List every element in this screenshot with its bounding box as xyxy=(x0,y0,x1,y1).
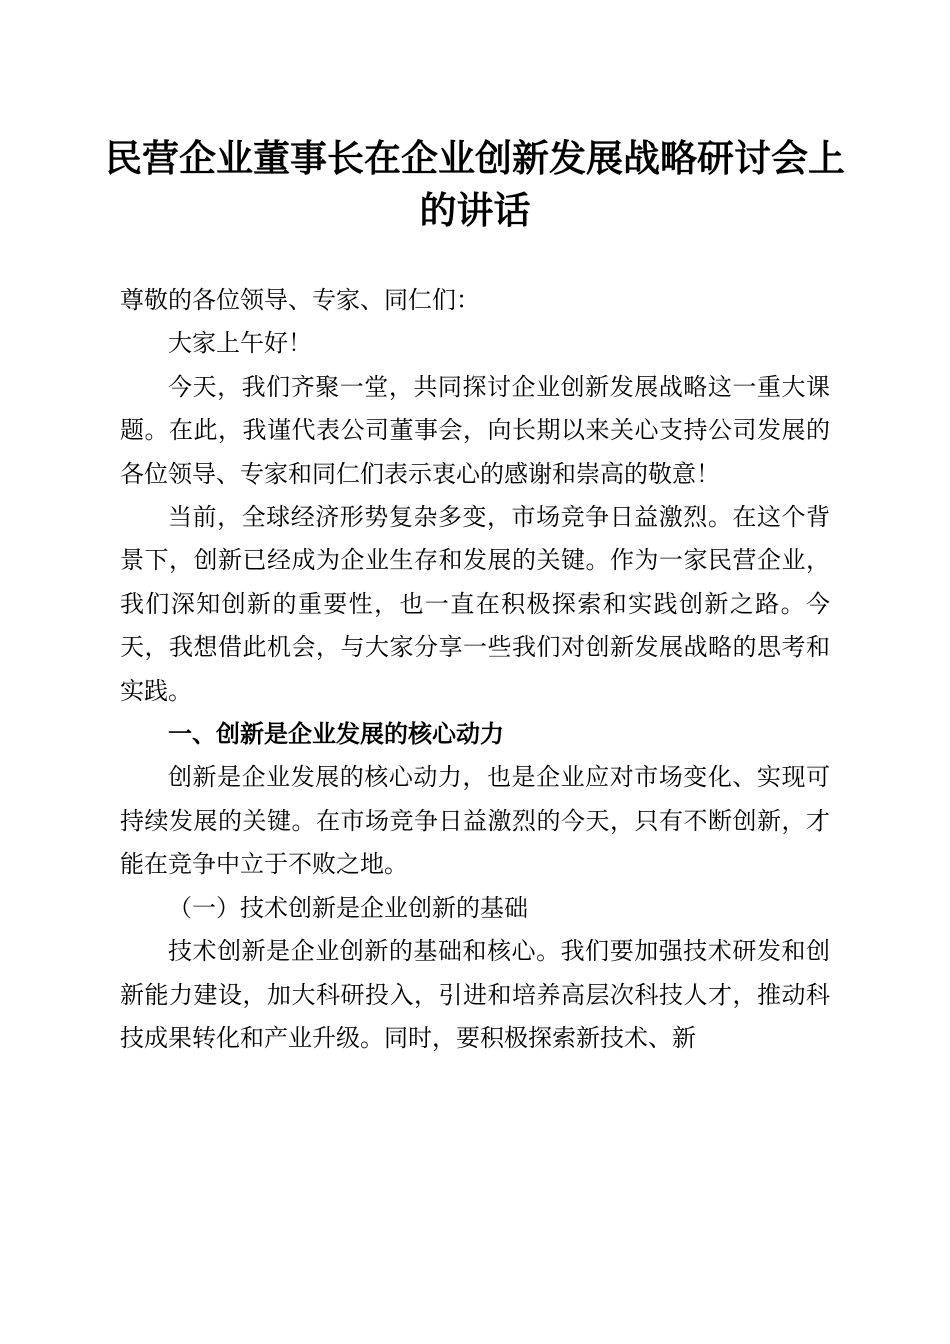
subsection-paragraph: 技术创新是企业创新的基础和核心。我们要加强技术研发和创新能力建设，加大科研投入，引进和培养高层次科技人才，推动科技成果转化和产业升级。同时，要积极探索新技术、新 xyxy=(120,937,830,1052)
title-line-2: 的讲话 xyxy=(419,188,531,232)
section-heading: 一、创新是企业发展的核心动力 xyxy=(168,720,504,749)
document-body xyxy=(120,279,830,1060)
salutation: 尊敬的各位领导、专家、同仁们： xyxy=(120,286,480,314)
paragraph-opening: 今天，我们齐聚一堂，共同探讨企业创新发展战略这一重大课题。在此，我谨代表公司董事会，向长期以来关心支持公司发展的各位领导、专家和同仁们表示衷心的感谢和崇高的敬意！ xyxy=(120,372,830,488)
paragraph-context: 当前，全球经济形势复杂多变，市场竞争日益激烈。在这个背景下，创新已经成为企业生存和发展的关键。作为一家民营企业，我们深知创新的重要性，也一直在积极探索和实践创新之路。今天，我想借此机会，与大家分享一些我们对创新发展战略的思考和实践。 xyxy=(120,503,830,705)
title-line-1: 民营企业董事长在企业创新发展战略研讨会上 xyxy=(105,136,845,180)
greeting: 大家上午好！ xyxy=(168,329,312,358)
section-paragraph: 创新是企业发展的核心动力，也是企业应对市场变化、实现可持续发展的关键。在市场竞争日益激烈的今天，只有不断创新，才能在竞争中立于不败之地。 xyxy=(120,763,830,879)
page-title xyxy=(100,132,850,236)
subsection-heading: （一）技术创新是企业创新的基础 xyxy=(168,893,528,922)
